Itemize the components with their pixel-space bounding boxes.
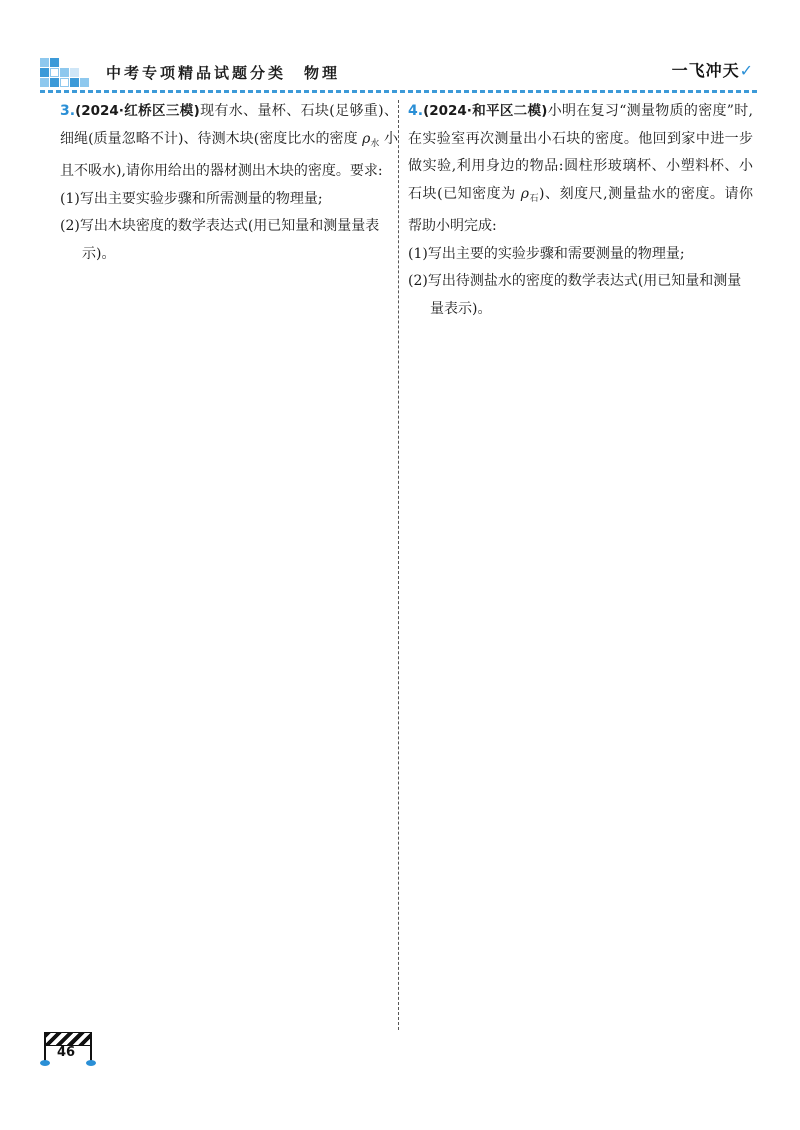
question-number: 4. [408, 103, 424, 119]
rho-subscript: 石 [528, 193, 540, 204]
question-source: (2024·和平区二模) [423, 103, 548, 119]
page-header [40, 52, 760, 94]
rho-symbol: ρ [520, 185, 529, 202]
page-number: 46 [57, 1045, 76, 1060]
question-3 [60, 98, 398, 268]
subject-label: 物理 [304, 64, 341, 82]
question-4-stem [408, 98, 753, 241]
question-text-cont: 小且不吸水),请你用给出的器材测出木块的密度。要求: [60, 130, 398, 179]
rho-symbol: ρ [362, 130, 371, 147]
book-title: 中考专项精品试题分类 [106, 64, 287, 82]
question-source: (2024·红桥区三模) [75, 103, 200, 119]
sub-question-2: (2)写出木块密度的数学表达式(用已知量和测量量表示)。 [60, 218, 380, 262]
brand-logo [672, 58, 754, 81]
header-logo-icon [40, 58, 102, 92]
header-title [106, 62, 340, 83]
finish-flag-icon [44, 1032, 92, 1046]
page-footer [44, 1032, 94, 1068]
sub-question-1: (1)写出主要实验步骤和所需测量的物理量; [60, 190, 323, 207]
flag-foot-left [40, 1060, 50, 1066]
sub-question-1: (1)写出主要的实验步骤和需要测量的物理量; [408, 245, 685, 262]
flag-pole-left [44, 1032, 46, 1062]
rho-subscript: 水 [370, 138, 380, 149]
question-text: 现有水、量杯、石块(足够重)、细绳(质量忽略不计)、待测木块(密度比水的密度 [60, 103, 398, 147]
column-divider [398, 100, 399, 1030]
brand-text: 一飞冲天 [671, 61, 740, 80]
flag-foot-right [86, 1060, 96, 1066]
question-text-cont: )、刻度尺,测量盐水的密度。请你帮助小明完成: [408, 185, 753, 234]
flag-pole-right [90, 1032, 92, 1062]
question-4 [408, 98, 753, 323]
question-text: 小明在复习“测量物质的密度”时,在实验室再次测量出小石块的密度。他回到家中进一步做实验,利用身边的物品:圆柱形玻璃杯、小塑料杯、小石块(已知密度为 [408, 103, 754, 202]
swoosh-icon: ✓ [739, 61, 754, 80]
sub-question-2: (2)写出待测盐水的密度的数学表达式(用已知量和测量量表示)。 [408, 273, 742, 317]
question-number: 3. [60, 103, 76, 119]
question-3-stem [60, 98, 398, 186]
header-divider [40, 90, 760, 93]
